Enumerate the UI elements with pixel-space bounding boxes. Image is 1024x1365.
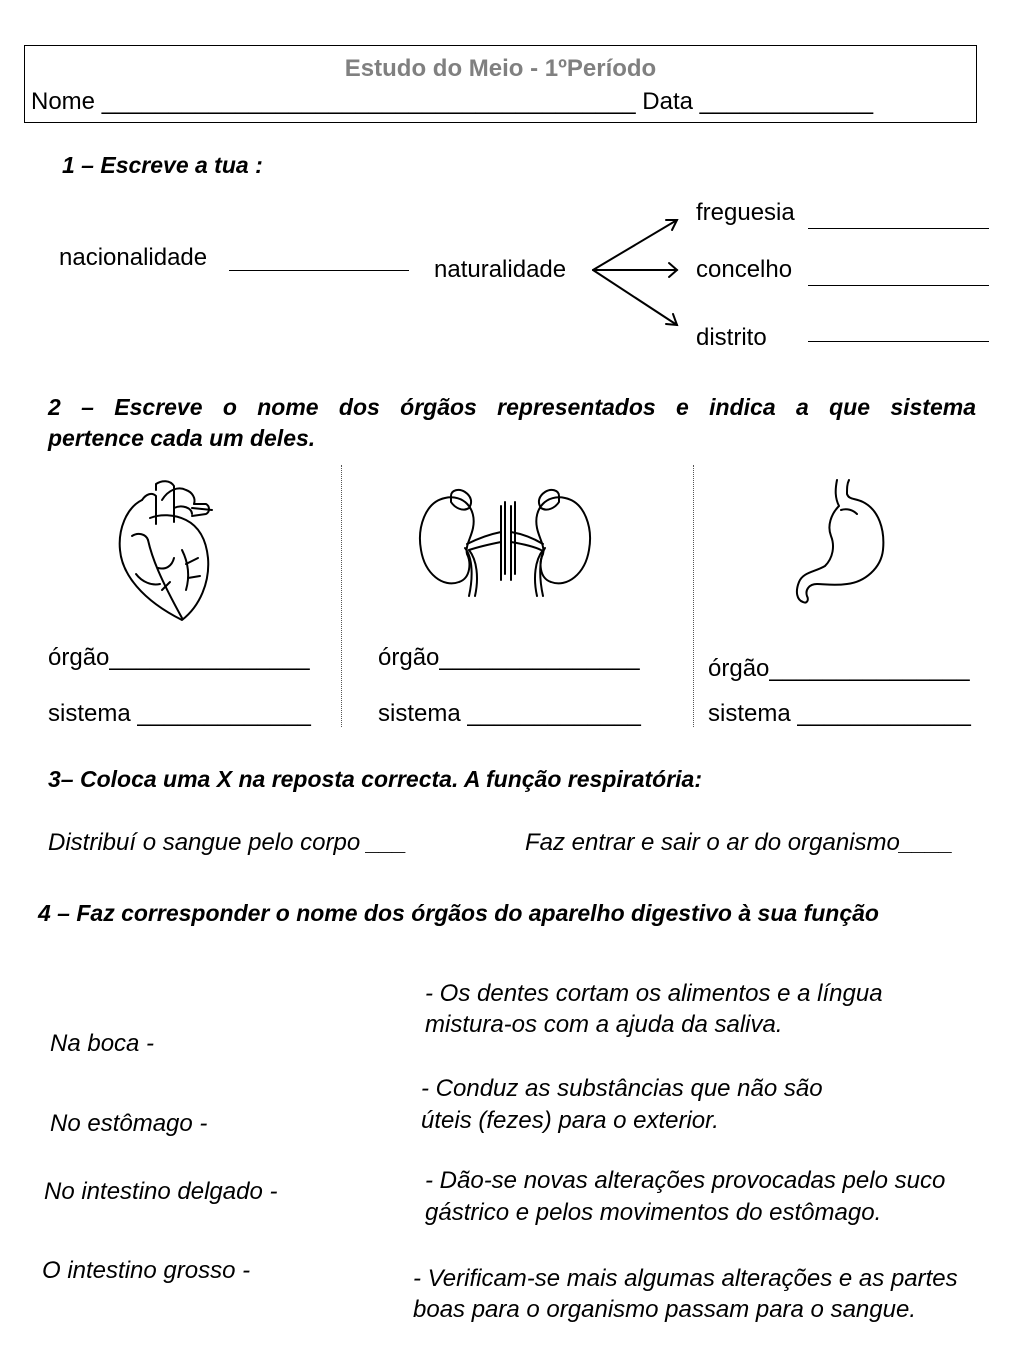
kidneys-icon bbox=[415, 488, 597, 598]
q4-left-item: O intestino grosso - bbox=[42, 1257, 251, 1284]
freguesia-label: freguesia bbox=[696, 199, 795, 226]
q4-right-item-line: - Dão-se novas alterações provocadas pelo suco bbox=[425, 1167, 946, 1194]
freguesia-blank bbox=[808, 228, 989, 229]
q4-right-item-line: - Os dentes cortam os alimentos e a língua bbox=[425, 980, 883, 1007]
q3-option-b: Faz entrar e sair o ar do organismo____ bbox=[525, 829, 954, 856]
system-blank-1: sistema _____________ bbox=[48, 700, 311, 727]
column-divider bbox=[693, 465, 694, 727]
name-date-line: Nome ________________________________________ Data _____________ bbox=[31, 88, 874, 115]
header-box bbox=[24, 45, 977, 123]
q3-title: 3– Coloca uma X na reposta correcta. A função respiratória: bbox=[48, 766, 703, 792]
q4-right-item-line: - Verificam-se mais algumas alterações e as partes bbox=[413, 1265, 958, 1292]
system-blank-3: sistema _____________ bbox=[708, 700, 971, 727]
branch-arrows-icon bbox=[585, 210, 685, 335]
q4-right-item-line: gástrico e pelos movimentos do estômago. bbox=[425, 1199, 882, 1226]
column-divider bbox=[341, 465, 342, 727]
nacionalidade-blank bbox=[229, 270, 409, 271]
q4-right-item-line: - Conduz as substâncias que não são bbox=[421, 1075, 823, 1102]
concelho-blank bbox=[808, 285, 989, 286]
q4-left-item: No estômago - bbox=[50, 1110, 208, 1137]
q4-right-item-line: boas para o organismo passam para o sangue. bbox=[413, 1296, 916, 1323]
nacionalidade-label: nacionalidade bbox=[59, 244, 208, 271]
stomach-icon bbox=[793, 478, 888, 606]
q4-right-item-line: mistura-os com a ajuda da saliva. bbox=[425, 1011, 783, 1038]
q1-title: 1 – Escreve a tua : bbox=[62, 152, 263, 178]
q2-title bbox=[48, 392, 976, 454]
q2-title-line1: 2 – Escreve o nome dos órgãos representados e indica a que sistema bbox=[48, 394, 976, 420]
organ-blank-1: órgão_______________ bbox=[48, 644, 310, 671]
q4-left-item: No intestino delgado - bbox=[44, 1178, 278, 1205]
q3-option-a: Distribuí o sangue pelo corpo ___ bbox=[48, 829, 407, 856]
organ-blank-2: órgão_______________ bbox=[378, 644, 640, 671]
distrito-label: distrito bbox=[696, 324, 767, 351]
organ-blank-3: órgão_______________ bbox=[708, 655, 970, 682]
q4-right-item-line: úteis (fezes) para o exterior. bbox=[421, 1107, 719, 1134]
page-title: Estudo do Meio - 1ºPeríodo bbox=[344, 55, 657, 82]
concelho-label: concelho bbox=[696, 256, 793, 283]
q4-left-item: Na boca - bbox=[50, 1030, 155, 1057]
q2-title-line2: pertence cada um deles. bbox=[48, 425, 316, 451]
naturalidade-label: naturalidade bbox=[434, 256, 567, 283]
system-blank-2: sistema _____________ bbox=[378, 700, 641, 727]
distrito-blank bbox=[808, 341, 989, 342]
q4-title: 4 – Faz corresponder o nome dos órgãos do aparelho digestivo à sua função bbox=[38, 900, 879, 926]
heart-icon bbox=[112, 478, 220, 623]
